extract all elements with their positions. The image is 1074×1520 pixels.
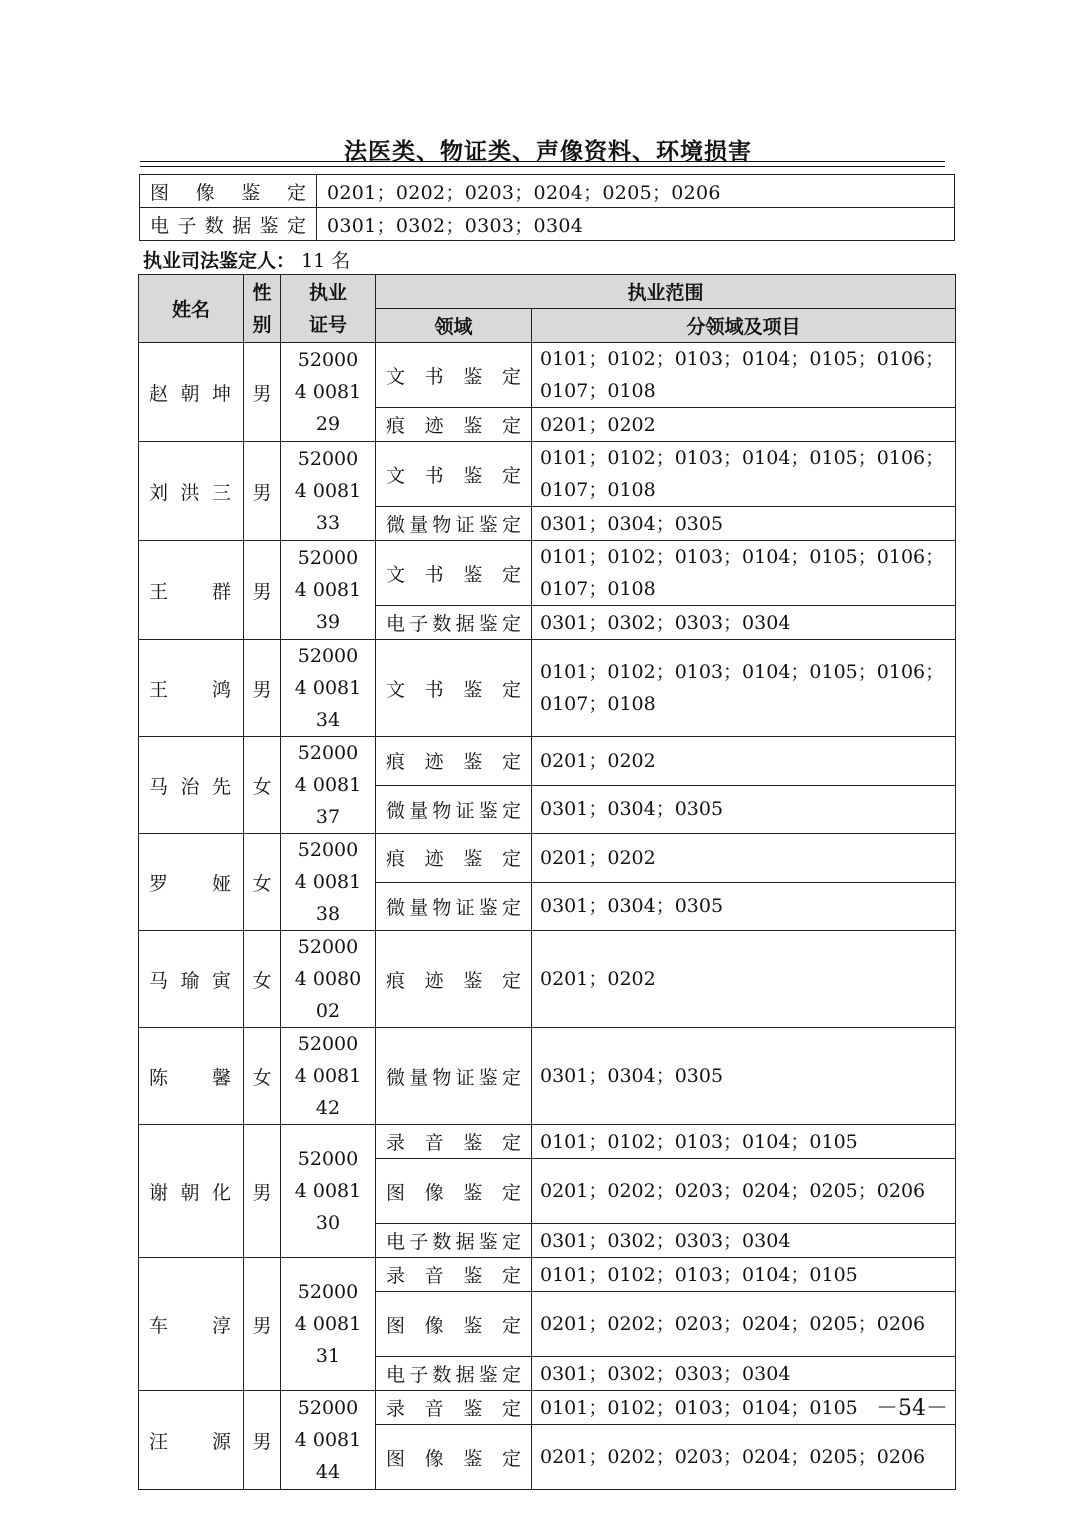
person-gender: 男 bbox=[244, 1125, 281, 1258]
person-name: 汪源 bbox=[139, 1391, 244, 1490]
subfield-cell: 0301；0302；0303；0304 bbox=[532, 606, 956, 640]
table-row bbox=[139, 1258, 956, 1292]
person-gender: 男 bbox=[244, 442, 281, 541]
license-text: 520004 008129 bbox=[294, 349, 362, 435]
person-license bbox=[281, 1028, 376, 1125]
header-scope: 执业范围 bbox=[376, 275, 956, 309]
domain-cell: 图像鉴定 bbox=[140, 175, 317, 208]
table-row bbox=[139, 931, 956, 1028]
table-row bbox=[140, 208, 955, 241]
domain-cell: 电子数据鉴定 bbox=[140, 208, 317, 241]
person-gender: 男 bbox=[244, 1258, 281, 1391]
person-name: 马治先 bbox=[139, 737, 244, 834]
field-cell: 文书鉴定 bbox=[376, 343, 532, 408]
persons-body bbox=[139, 343, 956, 1490]
person-license bbox=[281, 640, 376, 737]
subfield-cell: 0201；0202；0203；0204；0205；0206 bbox=[532, 1292, 956, 1357]
header-subfield: 分领域及项目 bbox=[532, 309, 956, 343]
person-gender: 男 bbox=[244, 541, 281, 640]
person-name: 王群 bbox=[139, 541, 244, 640]
person-gender: 女 bbox=[244, 834, 281, 931]
header-rule-thin bbox=[140, 166, 945, 167]
person-name: 陈馨 bbox=[139, 1028, 244, 1125]
table-row bbox=[139, 640, 956, 737]
person-license bbox=[281, 1258, 376, 1391]
subfield-cell: 0201；0202；0203；0204；0205；0206 bbox=[532, 1425, 956, 1490]
field-cell: 录音鉴定 bbox=[376, 1125, 532, 1159]
license-text: 520004 008134 bbox=[294, 645, 362, 731]
subfield-cell: 0101；0102；0103；0104；0105；0106；0107；0108 bbox=[532, 442, 956, 507]
license-text: 520004 008130 bbox=[294, 1148, 362, 1234]
table-row bbox=[139, 541, 956, 606]
person-license bbox=[281, 1391, 376, 1490]
header-license bbox=[281, 275, 376, 343]
person-gender: 男 bbox=[244, 343, 281, 442]
person-name: 谢朝化 bbox=[139, 1125, 244, 1258]
continued-scope-table bbox=[139, 174, 955, 241]
subfield-cell: 0301；0302；0303；0304 bbox=[532, 1224, 956, 1258]
subfield-cell: 0301；0304；0305 bbox=[532, 507, 956, 541]
field-cell: 微量物证鉴定 bbox=[376, 507, 532, 541]
field-cell: 电子数据鉴定 bbox=[376, 1357, 532, 1391]
page-header-title: 法医类、物证类、声像资料、环境损害 bbox=[344, 139, 752, 165]
person-license bbox=[281, 931, 376, 1028]
person-name: 马瑜寅 bbox=[139, 931, 244, 1028]
person-license bbox=[281, 442, 376, 541]
header-rule bbox=[140, 161, 945, 162]
table-row bbox=[139, 442, 956, 507]
person-gender: 男 bbox=[244, 1391, 281, 1490]
header-field: 领域 bbox=[376, 309, 532, 343]
person-name: 车淳 bbox=[139, 1258, 244, 1391]
table-row bbox=[139, 343, 956, 408]
person-gender: 女 bbox=[244, 737, 281, 834]
table-row bbox=[139, 834, 956, 883]
license-text: 520004 008137 bbox=[294, 742, 362, 828]
subfield-cell: 0201；0202 bbox=[532, 737, 956, 786]
subfield-cell: 0201；0202 bbox=[532, 931, 956, 1028]
license-text: 520004 008002 bbox=[294, 936, 362, 1022]
license-text: 520004 008133 bbox=[294, 448, 362, 534]
appraiser-count bbox=[143, 246, 350, 273]
subfield-cell: 0301；0304；0305 bbox=[532, 882, 956, 931]
subfield-cell: 0101；0102；0103；0104；0105；0106；0107；0108 bbox=[532, 640, 956, 737]
table-row bbox=[139, 737, 956, 786]
person-license bbox=[281, 541, 376, 640]
person-license bbox=[281, 343, 376, 442]
header-name: 姓名 bbox=[139, 275, 244, 343]
page-number: －54－ bbox=[876, 1396, 948, 1421]
subfield-cell: 0301；0304；0305 bbox=[532, 1028, 956, 1125]
person-gender: 女 bbox=[244, 1028, 281, 1125]
license-text: 520004 008144 bbox=[294, 1397, 362, 1483]
field-cell: 微量物证鉴定 bbox=[376, 882, 532, 931]
field-cell: 文书鉴定 bbox=[376, 442, 532, 507]
license-text: 520004 008142 bbox=[294, 1033, 362, 1119]
header-license-text: 执业证号 bbox=[308, 281, 347, 336]
codes-cell: 0201；0202；0203；0204；0205；0206 bbox=[317, 175, 955, 208]
field-cell: 微量物证鉴定 bbox=[376, 785, 532, 834]
subfield-cell: 0201；0202 bbox=[532, 408, 956, 442]
license-text: 520004 008131 bbox=[294, 1281, 362, 1367]
person-name: 罗娅 bbox=[139, 834, 244, 931]
field-cell: 痕迹鉴定 bbox=[376, 408, 532, 442]
table-row bbox=[139, 1391, 956, 1425]
header-gender-text: 性别 bbox=[252, 281, 272, 336]
person-name: 刘洪三 bbox=[139, 442, 244, 541]
field-cell: 微量物证鉴定 bbox=[376, 1028, 532, 1125]
field-cell: 痕迹鉴定 bbox=[376, 834, 532, 883]
person-gender: 男 bbox=[244, 640, 281, 737]
appraiser-count-value: 11 名 bbox=[301, 250, 351, 272]
subfield-cell: 0201；0202 bbox=[532, 834, 956, 883]
subfield-cell: 0101；0102；0103；0104；0105 bbox=[532, 1125, 956, 1159]
subfield-cell: 0101；0102；0103；0104；0105 bbox=[532, 1258, 956, 1292]
field-cell: 电子数据鉴定 bbox=[376, 606, 532, 640]
field-cell: 录音鉴定 bbox=[376, 1391, 532, 1425]
appraiser-count-label: 执业司法鉴定人： bbox=[143, 250, 296, 272]
field-cell: 图像鉴定 bbox=[376, 1292, 532, 1357]
field-cell: 文书鉴定 bbox=[376, 640, 532, 737]
field-cell: 录音鉴定 bbox=[376, 1258, 532, 1292]
table-row bbox=[139, 1125, 956, 1159]
license-text: 520004 008139 bbox=[294, 547, 362, 633]
appraiser-table bbox=[138, 274, 956, 1490]
person-name: 王鸿 bbox=[139, 640, 244, 737]
person-license bbox=[281, 737, 376, 834]
subfield-cell: 0301；0302；0303；0304 bbox=[532, 1357, 956, 1391]
table-row bbox=[140, 175, 955, 208]
person-license bbox=[281, 1125, 376, 1258]
field-cell: 电子数据鉴定 bbox=[376, 1224, 532, 1258]
person-name: 赵朝坤 bbox=[139, 343, 244, 442]
field-cell: 图像鉴定 bbox=[376, 1425, 532, 1490]
field-cell: 图像鉴定 bbox=[376, 1159, 532, 1224]
codes-cell: 0301；0302；0303；0304 bbox=[317, 208, 955, 241]
field-cell: 痕迹鉴定 bbox=[376, 737, 532, 786]
field-cell: 文书鉴定 bbox=[376, 541, 532, 606]
subfield-cell: 0101；0102；0103；0104；0105；0106；0107；0108 bbox=[532, 343, 956, 408]
subfield-cell: 0101；0102；0103；0104；0105 bbox=[532, 1391, 956, 1425]
license-text: 520004 008138 bbox=[294, 839, 362, 925]
subfield-cell: 0301；0304；0305 bbox=[532, 785, 956, 834]
table-row bbox=[139, 1028, 956, 1125]
person-license bbox=[281, 834, 376, 931]
field-cell: 痕迹鉴定 bbox=[376, 931, 532, 1028]
person-gender: 女 bbox=[244, 931, 281, 1028]
header-gender bbox=[244, 275, 281, 343]
subfield-cell: 0201；0202；0203；0204；0205；0206 bbox=[532, 1159, 956, 1224]
subfield-cell: 0101；0102；0103；0104；0105；0106；0107；0108 bbox=[532, 541, 956, 606]
